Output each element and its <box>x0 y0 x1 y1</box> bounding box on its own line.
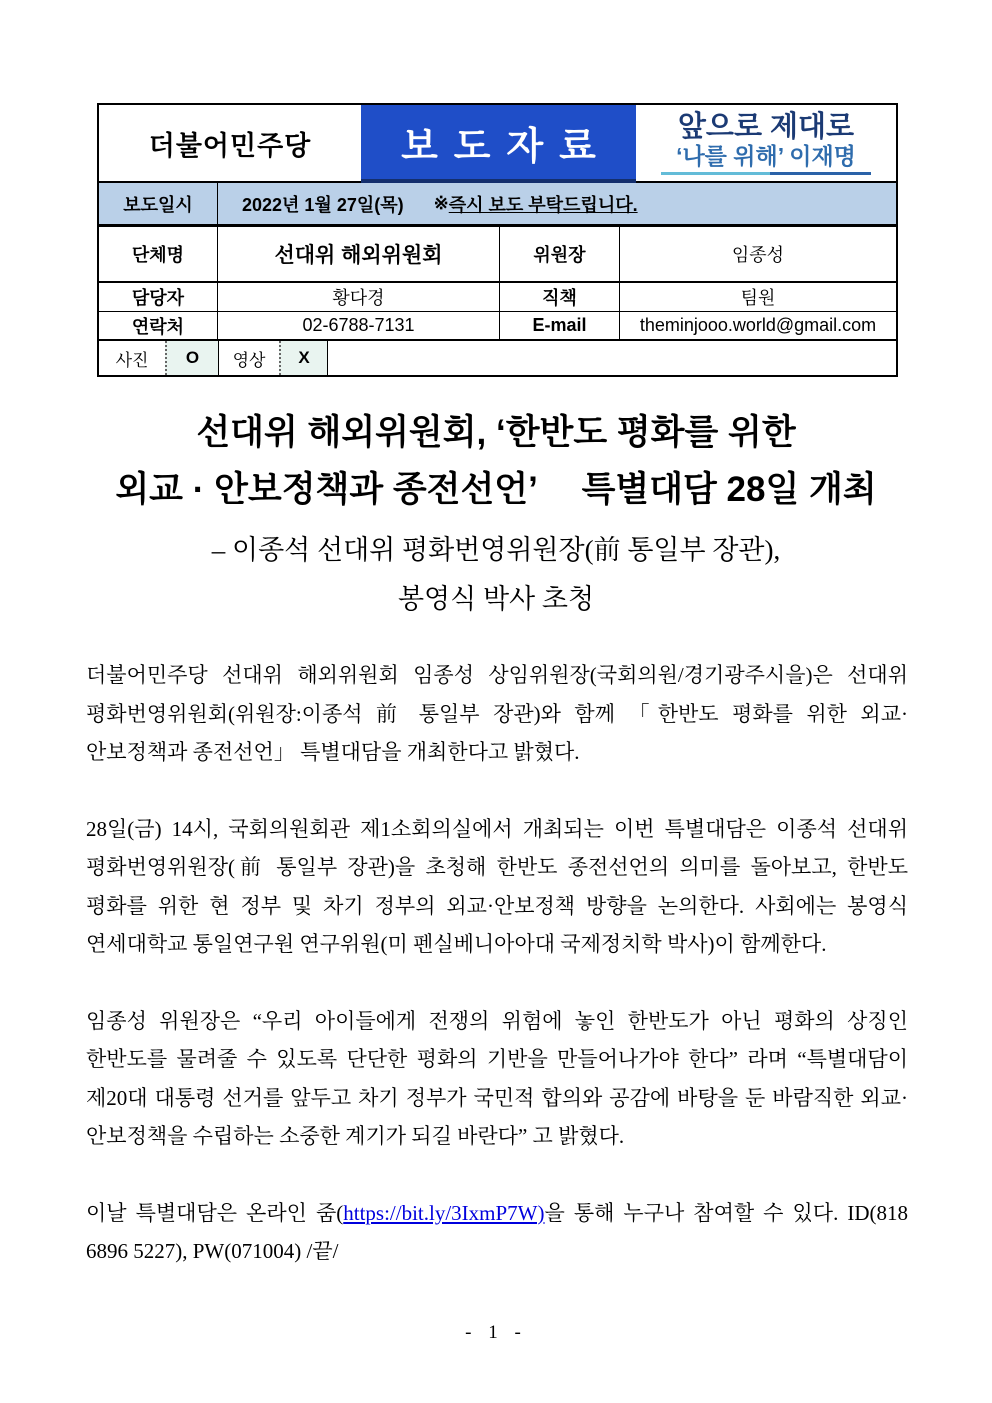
body-paragraph-2: 28일(금) 14시, 국회의원회관 제1소회의실에서 개최되는 이번 특별대담은 이종석 선대위 평화번영위원장(前 통일부 장관)을 초청해 한반도 종전선언의 의미를 돌아보고, 한반도 평화를 위한 현 정부 및 차기 정부의 외교·안보정책 방향을 논의한다. 사회에는 봉영식 연세대학교 통일연구원 연구위원(미 펜실베니아아대 국제정치학 박사)이 함께한다. <box>86 816 908 956</box>
media-availability-row <box>99 341 896 375</box>
org-label: 단체명 <box>99 227 218 281</box>
release-date: 2022년 1월 27일(목) <box>242 194 404 215</box>
position-label: 직책 <box>500 283 620 311</box>
release-notice: 즉시 보도 부탁드립니다. <box>448 194 638 215</box>
document-subtitle <box>50 526 942 624</box>
title-line-2: 외교 · 안보정책과 종전선언’ 특별대담 28일 개최 <box>115 470 877 509</box>
manager-value: 황다경 <box>218 283 500 311</box>
doc-type-banner: 보도자료 <box>361 105 636 183</box>
campaign-logo <box>636 105 896 181</box>
zoom-text-after-link: 을 통해 누구나 참여할 수 있다. ID(818 6896 5227), PW(071004) /끝/ <box>86 1200 908 1263</box>
contact-row <box>99 312 896 341</box>
subtitle-line-2: 봉영식 박사 초청 <box>397 584 595 614</box>
chairman-label: 위원장 <box>500 227 620 281</box>
organization-row <box>99 227 896 283</box>
zoom-meeting-link[interactable]: https://bit.ly/3IxmP7W) <box>343 1200 545 1225</box>
org-value: 선대위 해외위원회 <box>218 227 500 281</box>
zoom-text-before-link: 이날 특별대담은 온라인 줌( <box>86 1200 344 1225</box>
phone-value: 02-6788-7131 <box>218 312 500 339</box>
release-date-label: 보도일시 <box>99 183 218 224</box>
party-name: 더불어민주당 <box>148 130 312 161</box>
subtitle-line-1: – 이종석 선대위 평화번영위원장(前 통일부 장관), <box>211 535 781 565</box>
notice-reference-mark: ※ <box>433 193 449 213</box>
media-row-spacer <box>327 341 896 375</box>
logo-underline <box>661 172 871 175</box>
page-number: - 1 - <box>465 1322 527 1343</box>
chairman-value: 임종성 <box>731 245 785 265</box>
video-label: 영상 <box>218 341 279 375</box>
manager-row <box>99 283 896 312</box>
photo-flag: O <box>165 341 218 375</box>
press-info-table <box>97 103 898 377</box>
release-date-row <box>99 183 896 227</box>
body-paragraph-1: 더불어민주당 선대위 해외위원회 임종성 상임위원장(국회의원/경기광주시을)은 선대위 평화번영위원회(위원장:이종석 前 통일부 장관)와 함께 「한반도 평화를 위한 외교·안보정책과 종전선언」 특별대담을 개최한다고 밝혔다. <box>86 663 908 764</box>
document-title <box>50 404 942 518</box>
document-body <box>86 656 908 1309</box>
body-paragraph-4 <box>86 1194 908 1271</box>
position-value: 팀원 <box>740 288 776 308</box>
header-row <box>99 105 896 183</box>
release-date-value <box>218 183 896 224</box>
manager-label: 담당자 <box>99 283 218 311</box>
photo-label: 사진 <box>115 350 149 370</box>
video-flag: X <box>279 341 327 375</box>
title-line-1: 선대위 해외위원회, ‘한반도 평화를 위한 <box>196 413 796 452</box>
logo-slogan: 앞으로 제대로 <box>677 110 855 143</box>
email-label: E-mail <box>500 312 620 339</box>
body-paragraph-3: 임종성 위원장은 “우리 아이들에게 전쟁의 위험에 놓인 한반도가 아닌 평화의 상징인 한반도를 물려줄 수 있도록 단단한 평화의 기반을 만들어나가야 한다” 라며 “특별대담이 제20대 대통령 선거를 앞두고 차기 정부가 국민적 합의와 공감에 바탕을 둔 바람직한 외교·안보정책을 수립하는 소중한 계기가 되길 바란다” 고 밝혔다. <box>86 1008 908 1148</box>
phone-label: 연락처 <box>99 312 218 339</box>
logo-candidate: ‘나를 위해’ 이재명 <box>676 142 856 169</box>
email-value: theminjooo.world@gmail.com <box>639 315 877 335</box>
